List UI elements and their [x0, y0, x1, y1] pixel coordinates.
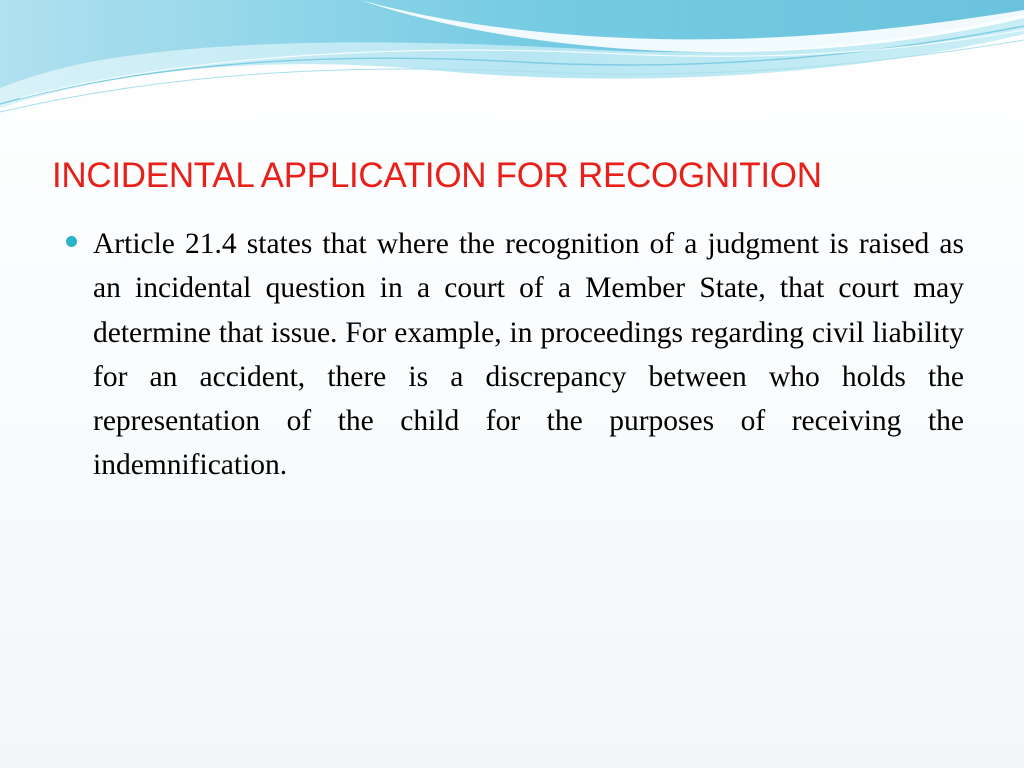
bullet-item: [62, 222, 964, 488]
slide-content: [62, 222, 964, 488]
slide-title: INCIDENTAL APPLICATION FOR RECOGNITION: [52, 156, 822, 195]
bullet-text: Article 21.4 states that where the recognition of a judgment is raised as an incidental question in a court of a Member State, that court may determine that issue. For example, in proceedings regarding civil liability for an accident, there is a discrepancy between who holds the representation of the child for the purposes of receiving the indemnification.: [93, 228, 964, 482]
bullet-dot-icon: [66, 236, 77, 247]
header-wave-decoration: [0, 0, 1024, 120]
